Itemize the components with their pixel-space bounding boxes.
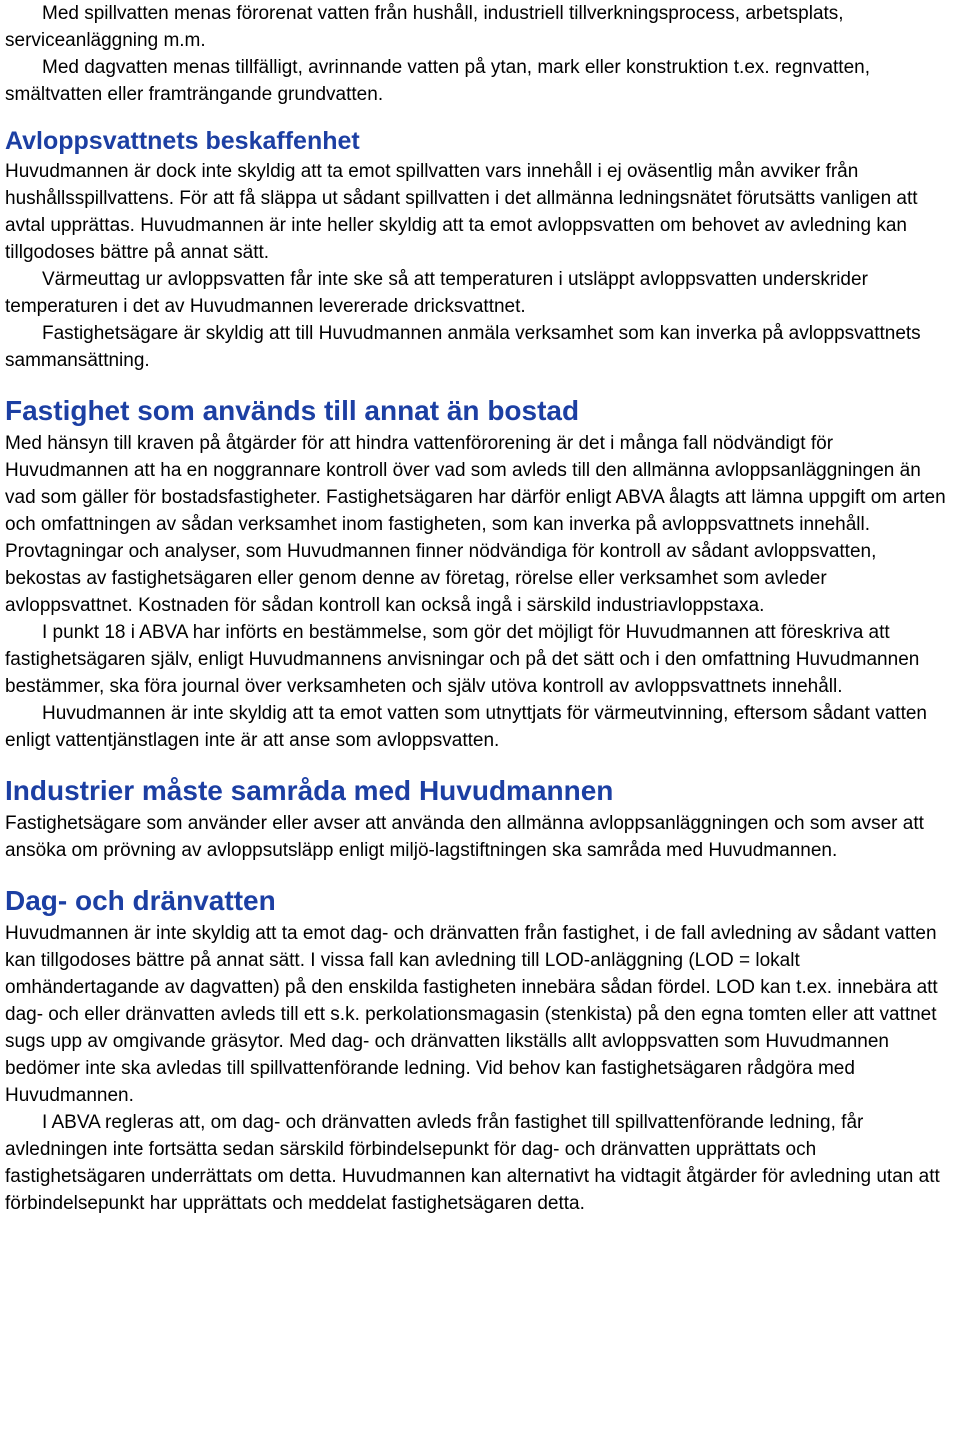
section1-paragraph-1: Huvudmannen är dock inte skyldig att ta emot spillvatten vars innehåll i ej oväsentlig mån avviker från hushållsspillvattens. För att få släppa ut sådant spillvatten i det allmänna ledningsnätet förutsätts vanligen att avtal upprättas. Huvudmannen är inte heller skyldig att ta emot avloppsvatten om behovet av avledning kan tillgodoses bättre på annat sätt. <box>5 161 918 263</box>
section4-paragraph-1: Huvudmannen är inte skyldig att ta emot dag- och dränvatten från fastighet, i de fall avledning av sådant vatten kan tillgodoses bättre på annat sätt. I vissa fall kan avledning till LOD-anläggning (LOD = lokalt omhändertagande av dagvatten) på den enskilda fastigheten innebära sådan fördel. LOD kan t.ex. innebära att dag- och eller dränvatten avleds till ett s.k. perkolationsmagasin (stenkista) på den egna tomten eller att vattnet sugs upp av omgivande gräsytor. Med dag- och dränvatten likställs allt avloppsvatten som Huvudmannen bedömer inte ska avledas till spillvattenförande ledning. Vid behov kan fastighetsägaren rådgöra med Huvudmannen. <box>5 923 938 1106</box>
section1-paragraph-2: Värmeuttag ur avloppsvatten får inte ske så att temperaturen i utsläppt avloppsvatten underskrider temperaturen i det av Huvudmannen levererade dricksvattnet. <box>5 269 868 317</box>
intro-paragraph-spillvatten: Med spillvatten menas förorenat vatten från hushåll, industriell tillverkningsprocess, arbetsplats, serviceanläggning m.m. <box>5 3 844 51</box>
section3-paragraph-1: Fastighetsägare som använder eller avser att använda den allmänna avloppsanläggningen och som avser att ansöka om prövning av avloppsutsläpp enligt miljö-lagstiftningen ska samråda med Huvudmannen. <box>5 813 924 861</box>
section2-paragraph-2: I punkt 18 i ABVA har införts en bestämmelse, som gör det möjligt för Huvudmannen att föreskriva att fastighetsägaren själv, enligt Huvudmannens anvisningar och på det sätt och i den omfattning Huvudmannen bestämmer, ska föra journal över verksamheten och själv utöva kontroll av avloppsvattnets innehåll. <box>5 622 920 697</box>
intro-paragraph-dagvatten: Med dagvatten menas tillfälligt, avrinnande vatten på ytan, mark eller konstruktion t.ex. regnvatten, smältvatten eller framträngande grundvatten. <box>5 57 871 105</box>
heading-fastighet-annat-an-bostad: Fastighet som används till annat än bostad <box>5 395 580 426</box>
heading-industrier-samrada: Industrier måste samråda med Huvudmannen <box>5 775 614 806</box>
section4-paragraph-2: I ABVA regleras att, om dag- och dränvatten avleds från fastighet till spillvattenförande ledning, får avledningen inte fortsätta sedan särskild förbindelsepunkt för dag- och dränvatten upprättats och fastighetsägaren underrättats om detta. Huvudmannen kan alternativt ha vidtagit åtgärder för avledning utan att förbindelsepunkt har upprättats och meddelat fastighetsägaren detta. <box>5 1112 940 1214</box>
section2-paragraph-3: Huvudmannen är inte skyldig att ta emot vatten som utnyttjats för värmeutvinning, eftersom sådant vatten enligt vattentjänstlagen inte är att anse som avloppsvatten. <box>5 703 928 751</box>
heading-avloppsvattnets-beskaffenhet: Avloppsvattnets beskaffenhet <box>5 127 360 155</box>
heading-dag-och-dranvatten: Dag- och dränvatten <box>5 885 276 916</box>
section1-paragraph-3: Fastighetsägare är skyldig att till Huvudmannen anmäla verksamhet som kan inverka på avloppsvattnets sammansättning. <box>5 323 921 371</box>
section2-paragraph-1: Med hänsyn till kraven på åtgärder för att hindra vattenförorening är det i många fall nödvändigt för Huvudmannen att ha en noggrannare kontroll över vad som avleds till den allmänna avloppsanläggningen än vad som gäller för bostadsfastigheter. Fastighetsägaren har därför enligt ABVA ålagts att lämna uppgift om arten och omfattningen av sådan verksamhet inom fastigheten, som kan inverka på avloppsvattnets innehåll. Provtagningar och analyser, som Huvudmannen finner nödvändiga för kontroll av sådant avloppsvatten, bekostas av fastighetsägaren eller genom denne av företag, rörelse eller verksamhet som avleder avloppsvattnet. Kostnaden för sådan kontroll kan också ingå i särskild industriavloppstaxa. <box>5 433 946 616</box>
